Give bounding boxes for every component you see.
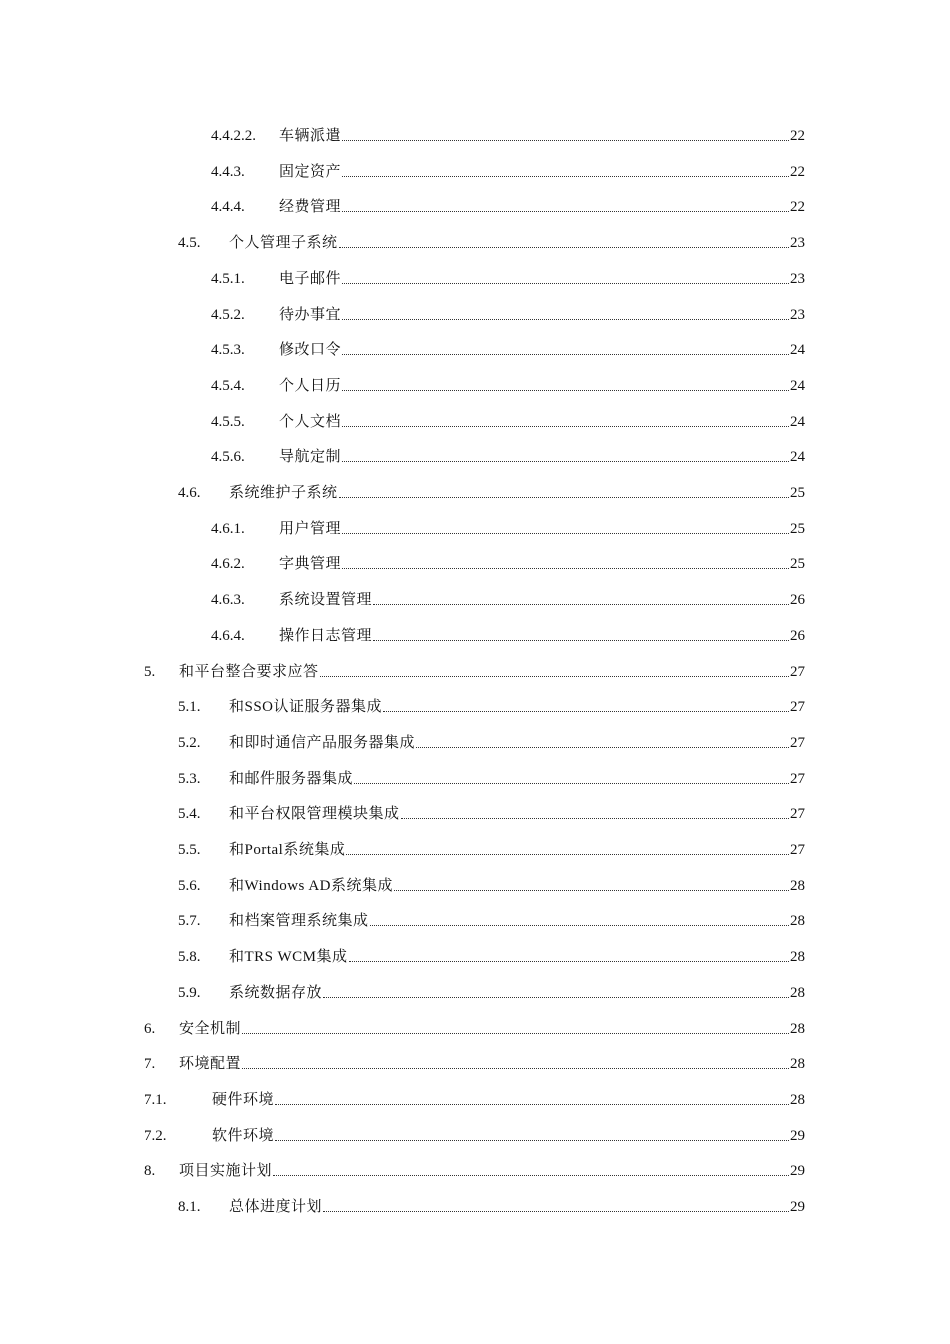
toc-entry-number: 4.4.4. [211, 199, 245, 216]
toc-entry[interactable] [0, 981, 950, 1005]
toc-entry-title: 和Portal系统集成 [229, 838, 346, 862]
toc-entry-title: 和邮件服务器集成 [229, 767, 354, 791]
toc-entry-number: 7.1. [144, 1091, 167, 1108]
toc-dot-leader [373, 604, 789, 605]
toc-entry-number: 4.4.3. [211, 163, 245, 180]
toc-entry-number: 6. [144, 1020, 156, 1037]
toc-entry[interactable] [0, 838, 950, 862]
toc-entry[interactable] [0, 1195, 950, 1219]
toc-entry-number: 5.7. [178, 913, 201, 930]
toc-entry-number: 5.3. [178, 770, 201, 787]
toc-entry[interactable] [0, 1052, 950, 1076]
toc-dot-leader [373, 640, 789, 641]
toc-entry-number: 5.6. [178, 877, 201, 894]
toc-entry-page-number: 27 [789, 767, 805, 791]
toc-entry-title: 和SSO认证服务器集成 [229, 695, 383, 719]
toc-entry-title: 和Windows AD系统集成 [229, 874, 394, 898]
toc-entry-title: 用户管理 [279, 517, 342, 541]
toc-entry[interactable] [0, 267, 950, 291]
toc-entry-title: 导航定制 [279, 445, 342, 469]
toc-entry-page-number: 24 [789, 410, 805, 434]
toc-dot-leader [342, 319, 789, 320]
toc-dot-leader [275, 1140, 789, 1141]
toc-entry[interactable] [0, 1088, 950, 1112]
toc-entry-page-number: 25 [789, 552, 805, 576]
toc-entry-page-number: 28 [789, 874, 805, 898]
toc-entry-title: 和平台权限管理模块集成 [229, 802, 401, 826]
toc-dot-leader [323, 1211, 789, 1212]
toc-entry[interactable] [0, 338, 950, 362]
toc-entry-page-number: 28 [789, 909, 805, 933]
toc-entry-number: 8.1. [178, 1199, 201, 1215]
toc-entry[interactable] [0, 945, 950, 969]
toc-entry-page-number: 24 [789, 338, 805, 362]
toc-entry[interactable] [0, 695, 950, 719]
toc-dot-leader [342, 461, 789, 462]
toc-dot-leader [342, 533, 789, 534]
toc-entry[interactable] [0, 731, 950, 755]
toc-entry-title: 操作日志管理 [279, 624, 373, 648]
toc-dot-leader [401, 818, 789, 819]
toc-entry[interactable] [0, 588, 950, 612]
toc-entry-title: 经费管理 [279, 195, 342, 219]
toc-entry[interactable] [0, 552, 950, 576]
toc-dot-leader [346, 854, 789, 855]
toc-entry-page-number: 23 [789, 267, 805, 291]
toc-dot-leader [342, 176, 789, 177]
toc-dot-leader [370, 925, 789, 926]
toc-dot-leader [383, 711, 789, 712]
toc-dot-leader [342, 140, 789, 141]
toc-entry[interactable] [0, 481, 950, 505]
toc-entry-title: 系统维护子系统 [229, 481, 339, 505]
toc-entry-number: 4.5.5. [211, 413, 245, 430]
toc-entry-page-number: 28 [789, 945, 805, 969]
toc-entry-title: 安全机制 [179, 1017, 242, 1041]
toc-dot-leader [354, 783, 789, 784]
toc-entry-number: 4.5. [178, 235, 201, 252]
toc-entry-title: 车辆派遣 [279, 124, 342, 148]
toc-entry-page-number: 22 [789, 195, 805, 219]
toc-entry-title: 固定资产 [279, 160, 342, 184]
toc-entry-page-number: 28 [789, 981, 805, 1005]
toc-entry-title: 和档案管理系统集成 [229, 909, 370, 933]
toc-entry-page-number: 27 [789, 802, 805, 826]
toc-entry[interactable] [0, 1017, 950, 1041]
toc-entry-page-number: 22 [789, 160, 805, 184]
toc-dot-leader [416, 747, 789, 748]
toc-entry-page-number: 28 [789, 1088, 805, 1112]
toc-entry[interactable] [0, 909, 950, 933]
toc-dot-leader [394, 890, 789, 891]
toc-entry-title: 电子邮件 [279, 267, 342, 291]
toc-entry-number: 4.5.6. [211, 449, 245, 466]
toc-entry[interactable] [0, 767, 950, 791]
toc-entry-page-number: 29 [789, 1195, 805, 1219]
toc-entry-title: 个人日历 [279, 374, 342, 398]
toc-dot-leader [342, 354, 789, 355]
toc-entry[interactable] [0, 160, 950, 184]
toc-entry-title: 系统设置管理 [279, 588, 373, 612]
toc-entry-title: 项目实施计划 [179, 1159, 273, 1183]
toc-entry[interactable] [0, 660, 950, 684]
toc-dot-leader [342, 390, 789, 391]
toc-dot-leader [342, 211, 789, 212]
toc-entry-number: 4.5.1. [211, 270, 245, 287]
toc-entry-page-number: 25 [789, 481, 805, 505]
toc-entry-page-number: 22 [789, 124, 805, 148]
toc-entry-page-number: 27 [789, 695, 805, 719]
toc-entry-number: 4.5.4. [211, 377, 245, 394]
toc-entry-page-number: 26 [789, 624, 805, 648]
toc-entry-title: 软件环境 [212, 1124, 275, 1148]
toc-entry-page-number: 27 [789, 731, 805, 755]
toc-entry[interactable] [0, 874, 950, 898]
toc-entry-title: 总体进度计划 [229, 1195, 323, 1219]
toc-dot-leader [342, 568, 789, 569]
toc-entry-number: 5.9. [178, 984, 201, 1001]
toc-entry-number: 5.5. [178, 842, 201, 858]
toc-entry-title: 硬件环境 [212, 1088, 275, 1112]
toc-entry[interactable] [0, 624, 950, 648]
toc-entry-title: 系统数据存放 [229, 981, 323, 1005]
toc-dot-leader [273, 1175, 789, 1176]
toc-entry[interactable] [0, 124, 950, 148]
toc-dot-leader [242, 1033, 789, 1034]
toc-entry-title: 修改口令 [279, 338, 342, 362]
toc-entry[interactable] [0, 517, 950, 541]
toc-entry-page-number: 28 [789, 1052, 805, 1076]
toc-entry-page-number: 24 [789, 445, 805, 469]
toc-entry-title: 和即时通信产品服务器集成 [229, 731, 416, 755]
toc-entry[interactable] [0, 195, 950, 219]
toc-entry-page-number: 23 [789, 303, 805, 327]
toc-entry[interactable] [0, 303, 950, 327]
toc-entry[interactable] [0, 802, 950, 826]
toc-entry-title: 和平台整合要求应答 [179, 660, 320, 684]
toc-entry-page-number: 23 [789, 231, 805, 255]
toc-entry-number: 4.6.1. [211, 520, 245, 537]
toc-entry-number: 7. [144, 1056, 156, 1073]
toc-entry-page-number: 26 [789, 588, 805, 612]
toc-entry-title: 环境配置 [179, 1052, 242, 1076]
toc-entry-page-number: 29 [789, 1124, 805, 1148]
toc-dot-leader [342, 283, 789, 284]
toc-dot-leader [275, 1104, 789, 1105]
toc-entry-title: 待办事宜 [279, 303, 342, 327]
toc-dot-leader [339, 497, 789, 498]
toc-entry-number: 4.6.3. [211, 592, 245, 609]
toc-dot-leader [339, 247, 789, 248]
toc-entry[interactable] [0, 374, 950, 398]
toc-entry-number: 4.5.3. [211, 342, 245, 359]
toc-entry-title: 个人文档 [279, 410, 342, 434]
toc-entry-number: 5.2. [178, 734, 201, 751]
toc-entry-number: 5. [144, 663, 156, 680]
toc-dot-leader [349, 961, 789, 962]
toc-entry-number: 4.4.2.2. [211, 128, 256, 144]
toc-entry-page-number: 27 [789, 838, 805, 862]
toc-entry-title: 个人管理子系统 [229, 231, 339, 255]
toc-dot-leader [342, 426, 789, 427]
toc-entry-page-number: 29 [789, 1159, 805, 1183]
toc-entry-number: 5.8. [178, 949, 201, 966]
toc-entry-page-number: 25 [789, 517, 805, 541]
toc-dot-leader [242, 1068, 789, 1069]
toc-entry[interactable] [0, 1124, 950, 1148]
toc-entry-page-number: 24 [789, 374, 805, 398]
toc-entry-number: 7.2. [144, 1127, 167, 1144]
toc-entry-number: 4.6. [178, 485, 201, 501]
toc-entry-number: 8. [144, 1163, 156, 1180]
toc-dot-leader [320, 676, 789, 677]
toc-entry[interactable] [0, 231, 950, 255]
toc-entry-number: 5.1. [178, 699, 201, 716]
toc-entry-title: 和TRS WCM集成 [229, 945, 349, 969]
toc-entry-number: 4.5.2. [211, 306, 245, 323]
toc-entry-number: 4.6.4. [211, 627, 245, 644]
toc-entry-number: 4.6.2. [211, 556, 245, 573]
toc-entry-number: 5.4. [178, 806, 201, 823]
toc-entry[interactable] [0, 410, 950, 434]
toc-dot-leader [323, 997, 789, 998]
toc-entry-title: 字典管理 [279, 552, 342, 576]
toc-entry-page-number: 28 [789, 1017, 805, 1041]
toc-entry[interactable] [0, 445, 950, 469]
toc-entry-page-number: 27 [789, 660, 805, 684]
toc-entry[interactable] [0, 1159, 950, 1183]
